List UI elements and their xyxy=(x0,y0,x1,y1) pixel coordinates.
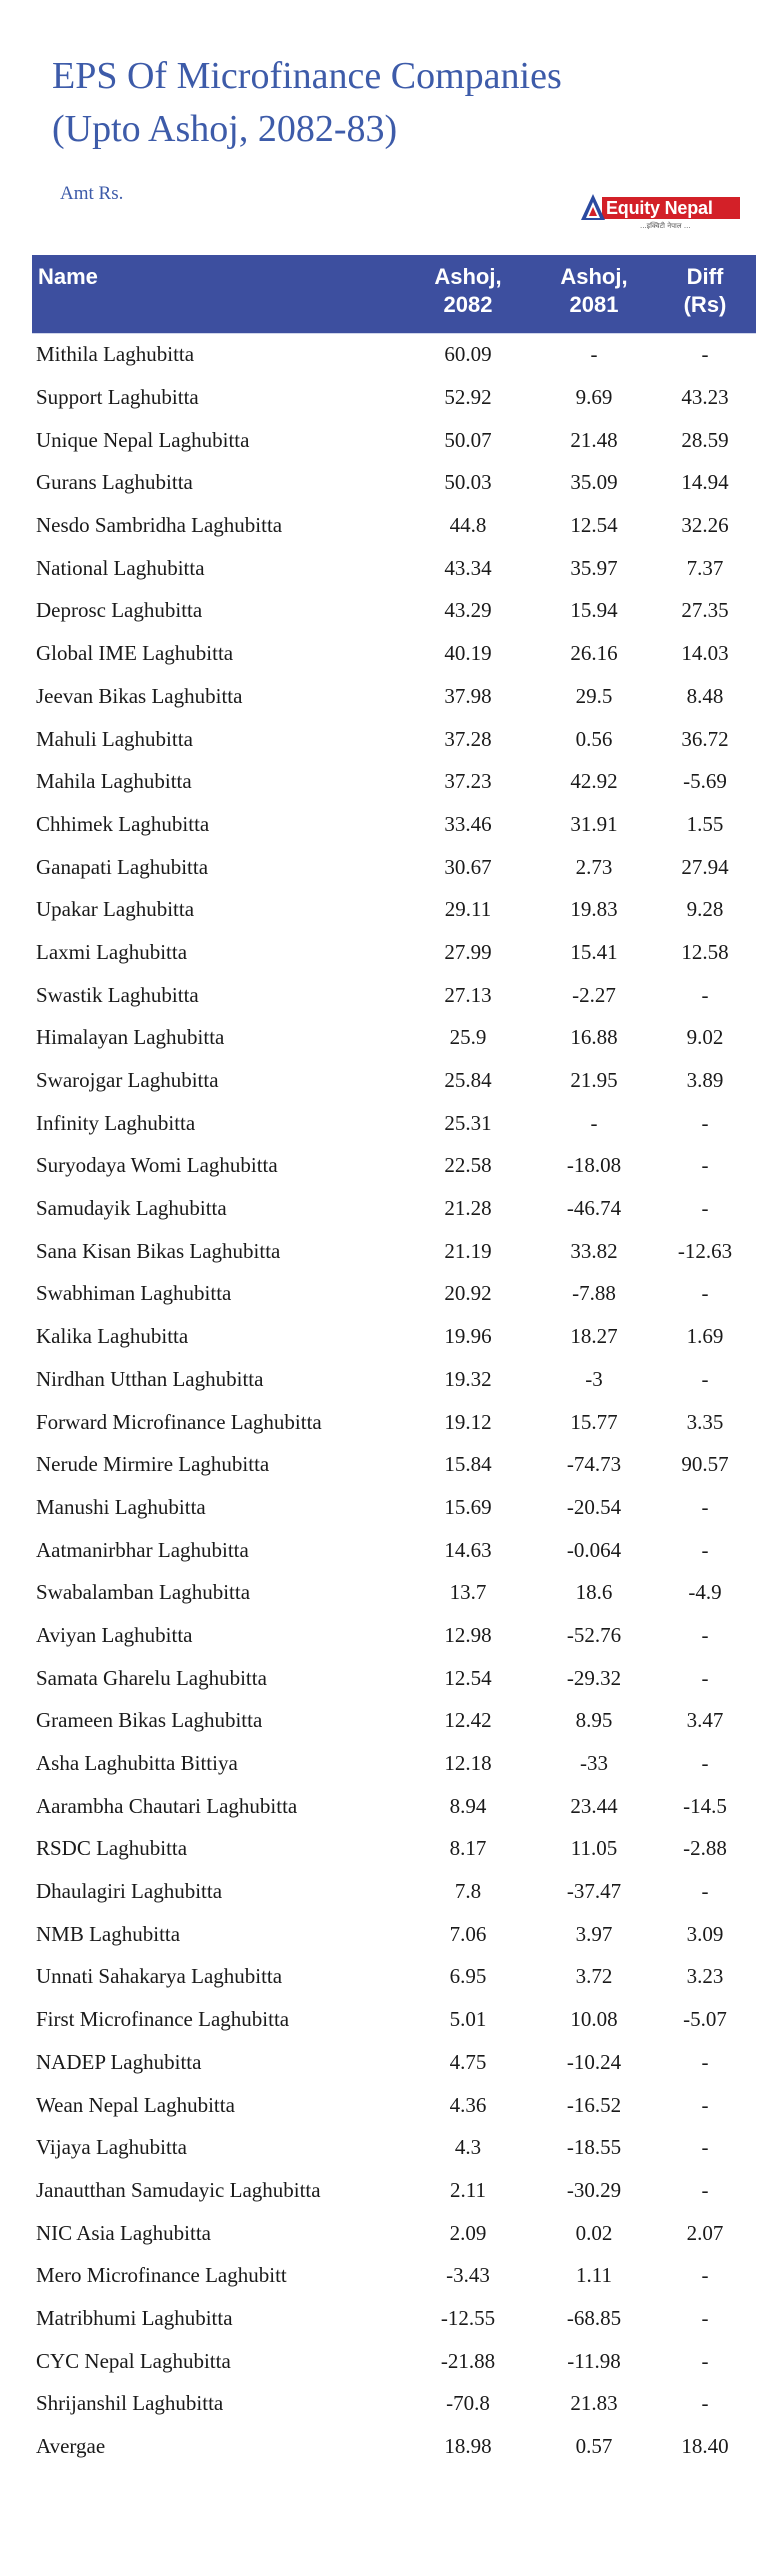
row-ashoj-2081: -2.27 xyxy=(572,982,616,1007)
row-ashoj-2081: 0.57 xyxy=(575,2434,613,2459)
table-row xyxy=(32,2425,756,2468)
row-ashoj-2082: 15.84 xyxy=(444,1452,492,1477)
row-name: Matribhumi Laghubitta xyxy=(36,2305,233,2330)
logo-mark-icon xyxy=(580,193,606,221)
table-row xyxy=(32,1401,756,1444)
row-ashoj-2081: 12.54 xyxy=(570,513,618,538)
table-row xyxy=(32,1614,756,1657)
row-name: Mahila Laghubitta xyxy=(36,769,192,794)
row-ashoj-2081: -7.88 xyxy=(572,1281,616,1306)
table-row xyxy=(32,1700,756,1743)
row-diff: - xyxy=(701,2177,709,2202)
row-name: First Microfinance Laghubitta xyxy=(36,2007,290,2032)
row-ashoj-2081: 0.56 xyxy=(575,726,613,751)
table-row xyxy=(32,632,756,675)
row-ashoj-2082: 30.67 xyxy=(444,854,492,879)
table-row xyxy=(32,803,756,846)
row-diff: - xyxy=(701,1879,709,1904)
table-row xyxy=(32,1486,756,1529)
header-diff-line2: (Rs) xyxy=(683,292,727,317)
row-ashoj-2082: 25.9 xyxy=(449,1025,487,1050)
table-row xyxy=(32,1273,756,1316)
row-name: Samata Gharelu Laghubitta xyxy=(36,1665,267,1690)
row-ashoj-2081: 31.91 xyxy=(570,811,618,836)
row-name: Infinity Laghubitta xyxy=(36,1110,196,1135)
row-ashoj-2081: 23.44 xyxy=(570,1793,618,1818)
row-ashoj-2081: -11.98 xyxy=(567,2348,621,2373)
row-ashoj-2081: 35.97 xyxy=(570,555,618,580)
row-diff: - xyxy=(701,1622,709,1647)
row-diff: - xyxy=(701,2049,709,2074)
row-ashoj-2082: 52.92 xyxy=(444,385,492,410)
row-name: Asha Laghubitta Bittiya xyxy=(36,1751,238,1776)
row-ashoj-2082: 7.8 xyxy=(454,1879,482,1904)
row-diff: 14.94 xyxy=(681,470,729,495)
row-name: Unnati Sahakarya Laghubitta xyxy=(36,1964,283,1989)
row-name: RSDC Laghubitta xyxy=(36,1836,188,1861)
row-diff: 8.48 xyxy=(686,683,724,708)
row-ashoj-2081: 35.09 xyxy=(570,470,618,495)
table-row xyxy=(32,1145,756,1188)
row-ashoj-2081: -33 xyxy=(580,1751,608,1776)
row-diff: - xyxy=(701,1537,709,1562)
row-ashoj-2082: -70.8 xyxy=(446,2391,490,2416)
row-ashoj-2082: 4.36 xyxy=(449,2092,487,2117)
row-diff: - xyxy=(701,342,709,367)
row-diff: 3.35 xyxy=(686,1409,724,1434)
table-row xyxy=(32,376,756,419)
row-diff: 32.26 xyxy=(681,513,729,538)
table-row xyxy=(32,2084,756,2127)
row-name: Dhaulagiri Laghubitta xyxy=(36,1879,223,1904)
row-name: Kalika Laghubitta xyxy=(36,1324,189,1349)
row-diff: - xyxy=(701,1196,709,1221)
row-name: National Laghubitta xyxy=(36,555,205,580)
row-ashoj-2082: 37.23 xyxy=(444,769,492,794)
row-ashoj-2082: 33.46 xyxy=(444,811,492,836)
row-ashoj-2082: 12.42 xyxy=(444,1708,492,1733)
header-ashoj-2081 xyxy=(534,255,654,333)
row-name: Avergae xyxy=(36,2434,106,2459)
row-ashoj-2082: 43.29 xyxy=(444,598,492,623)
row-diff: -12.63 xyxy=(677,1238,733,1263)
row-diff: 18.40 xyxy=(681,2434,729,2459)
logo-tagline: ...इक्विटी नेपाल ... xyxy=(640,222,691,230)
table-row xyxy=(32,2297,756,2340)
row-diff: - xyxy=(701,1494,709,1519)
table-row xyxy=(32,760,756,803)
row-diff: - xyxy=(701,2092,709,2117)
row-name: Wean Nepal Laghubitta xyxy=(36,2092,235,2117)
table-row xyxy=(32,590,756,633)
row-diff: - xyxy=(701,1665,709,1690)
row-diff: 3.09 xyxy=(686,1921,724,1946)
row-ashoj-2081: 9.69 xyxy=(575,385,613,410)
row-ashoj-2081: -68.85 xyxy=(566,2305,622,2330)
row-diff: - xyxy=(701,2263,709,2288)
table-row xyxy=(32,888,756,931)
row-name: Grameen Bikas Laghubitta xyxy=(36,1708,263,1733)
row-ashoj-2082: 8.94 xyxy=(449,1793,487,1818)
table-row xyxy=(32,1571,756,1614)
row-diff: - xyxy=(701,2305,709,2330)
row-diff: 14.03 xyxy=(681,641,729,666)
row-ashoj-2082: 2.11 xyxy=(450,2177,486,2202)
row-ashoj-2081: 15.77 xyxy=(570,1409,618,1434)
row-ashoj-2082: 22.58 xyxy=(444,1153,492,1178)
row-diff: 27.94 xyxy=(681,854,729,879)
row-ashoj-2081: -74.73 xyxy=(566,1452,622,1477)
row-name: Aatmanirbhar Laghubitta xyxy=(36,1537,249,1562)
equity-nepal-logo xyxy=(580,193,740,235)
row-diff: 3.23 xyxy=(686,1964,724,1989)
table-row xyxy=(32,462,756,505)
table-row xyxy=(32,1443,756,1486)
table-row xyxy=(32,675,756,718)
row-ashoj-2082: 12.54 xyxy=(444,1665,492,1690)
row-ashoj-2081: - xyxy=(590,342,598,367)
row-name: Vijaya Laghubitta xyxy=(36,2135,187,2160)
row-ashoj-2081: 11.05 xyxy=(570,1836,618,1861)
row-ashoj-2082: 43.34 xyxy=(444,555,492,580)
row-ashoj-2082: 29.11 xyxy=(444,897,492,922)
table-row xyxy=(32,846,756,889)
row-diff: 1.55 xyxy=(686,811,724,836)
row-name: Laxmi Laghubitta xyxy=(36,939,188,964)
row-diff: -14.5 xyxy=(683,1793,727,1818)
table-row xyxy=(32,1913,756,1956)
row-ashoj-2082: 40.19 xyxy=(444,641,492,666)
row-ashoj-2082: 12.98 xyxy=(444,1622,492,1647)
row-ashoj-2081: 0.02 xyxy=(575,2220,613,2245)
table-row xyxy=(32,1187,756,1230)
row-ashoj-2082: 20.92 xyxy=(444,1281,492,1306)
table-row xyxy=(32,2340,756,2383)
header-diff xyxy=(654,255,756,333)
row-diff: - xyxy=(701,1110,709,1135)
logo-text: Equity Nepal xyxy=(606,198,713,218)
row-name: Upakar Laghubitta xyxy=(36,897,195,922)
row-ashoj-2082: 14.63 xyxy=(444,1537,492,1562)
row-name: Manushi Laghubitta xyxy=(36,1494,206,1519)
table-row xyxy=(32,1657,756,1700)
row-name: Himalayan Laghubitta xyxy=(36,1025,225,1050)
row-ashoj-2082: 21.28 xyxy=(444,1196,492,1221)
table-row xyxy=(32,1785,756,1828)
row-ashoj-2082: 19.96 xyxy=(444,1324,492,1349)
table-row xyxy=(32,718,756,761)
row-ashoj-2081: 18.6 xyxy=(575,1580,613,1605)
table-body xyxy=(32,333,756,2468)
row-ashoj-2081: 29.5 xyxy=(575,683,613,708)
row-ashoj-2081: -18.08 xyxy=(566,1153,622,1178)
row-ashoj-2081: -18.55 xyxy=(566,2135,622,2160)
row-name: Support Laghubitta xyxy=(36,385,199,410)
unit-label: Amt Rs. xyxy=(60,183,124,204)
row-ashoj-2082: 5.01 xyxy=(449,2007,487,2032)
table-row xyxy=(32,1870,756,1913)
row-ashoj-2081: -30.29 xyxy=(566,2177,622,2202)
row-name: Unique Nepal Laghubitta xyxy=(36,427,250,452)
row-diff: 1.69 xyxy=(686,1324,724,1349)
row-ashoj-2081: 21.95 xyxy=(570,1068,618,1093)
page-title xyxy=(52,50,562,156)
row-ashoj-2081: 1.11 xyxy=(576,2263,612,2288)
row-name: Swarojgar Laghubitta xyxy=(36,1068,219,1093)
table-row xyxy=(32,1315,756,1358)
row-ashoj-2081: -52.76 xyxy=(566,1622,622,1647)
row-ashoj-2082: -3.43 xyxy=(446,2263,490,2288)
eps-table xyxy=(32,255,756,2468)
table-row xyxy=(32,419,756,462)
row-ashoj-2081: -0.064 xyxy=(566,1537,622,1562)
table-row xyxy=(32,2041,756,2084)
row-name: Aviyan Laghubitta xyxy=(36,1622,193,1647)
row-name: Swastik Laghubitta xyxy=(36,982,199,1007)
header-ashoj-2081-line1: Ashoj, xyxy=(560,264,628,289)
header-name xyxy=(32,255,402,333)
row-ashoj-2081: 3.72 xyxy=(575,1964,613,1989)
row-name: Chhimek Laghubitta xyxy=(36,811,210,836)
table-row xyxy=(32,1998,756,2041)
table-row xyxy=(32,2169,756,2212)
row-ashoj-2081: 16.88 xyxy=(570,1025,618,1050)
row-ashoj-2081: 3.97 xyxy=(575,1921,613,1946)
row-ashoj-2081: 21.83 xyxy=(570,2391,618,2416)
table-row xyxy=(32,504,756,547)
row-name: Nesdo Sambridha Laghubitta xyxy=(36,513,283,538)
row-name: Janautthan Samudayic Laghubitta xyxy=(36,2177,321,2202)
row-ashoj-2082: 19.12 xyxy=(444,1409,492,1434)
header-ashoj-2081-line2: 2081 xyxy=(569,292,619,317)
header-diff-line1: Diff xyxy=(686,264,724,289)
row-diff: 12.58 xyxy=(681,939,729,964)
row-ashoj-2081: -16.52 xyxy=(566,2092,622,2117)
table-row xyxy=(32,1102,756,1145)
row-name: Shrijanshil Laghubitta xyxy=(36,2391,224,2416)
row-name: Nirdhan Utthan Laghubitta xyxy=(36,1366,264,1391)
row-ashoj-2082: 13.7 xyxy=(449,1580,487,1605)
row-diff: 36.72 xyxy=(681,726,729,751)
row-ashoj-2082: 25.84 xyxy=(444,1068,492,1093)
table-row xyxy=(32,974,756,1017)
row-name: Swabalamban Laghubitta xyxy=(36,1580,251,1605)
row-ashoj-2082: 44.8 xyxy=(449,513,487,538)
table-row xyxy=(32,2383,756,2426)
row-ashoj-2082: 37.28 xyxy=(444,726,492,751)
row-name: NADEP Laghubitta xyxy=(36,2049,202,2074)
row-ashoj-2081: -10.24 xyxy=(566,2049,622,2074)
row-ashoj-2081: -29.32 xyxy=(566,1665,622,1690)
row-diff: - xyxy=(701,1366,709,1391)
table-row xyxy=(32,1017,756,1060)
row-ashoj-2081: -37.47 xyxy=(566,1879,622,1904)
row-ashoj-2081: 21.48 xyxy=(570,427,618,452)
row-ashoj-2081: 33.82 xyxy=(570,1238,618,1263)
table-header-row xyxy=(32,255,756,333)
row-ashoj-2082: 21.19 xyxy=(444,1238,492,1263)
row-diff: 27.35 xyxy=(681,598,729,623)
row-ashoj-2082: -21.88 xyxy=(440,2348,496,2373)
row-ashoj-2082: 27.13 xyxy=(444,982,492,1007)
row-name: Nerude Mirmire Laghubitta xyxy=(36,1452,270,1477)
row-diff: 90.57 xyxy=(681,1452,729,1477)
row-name: Jeevan Bikas Laghubitta xyxy=(36,683,243,708)
row-name: Sana Kisan Bikas Laghubitta xyxy=(36,1238,281,1263)
row-name: CYC Nepal Laghubitta xyxy=(36,2348,231,2373)
row-diff: -5.69 xyxy=(683,769,727,794)
table-row xyxy=(32,1230,756,1273)
row-name: Suryodaya Womi Laghubitta xyxy=(36,1153,278,1178)
row-ashoj-2081: 15.41 xyxy=(570,939,618,964)
row-ashoj-2082: 50.03 xyxy=(444,470,492,495)
row-diff: -5.07 xyxy=(683,2007,727,2032)
row-ashoj-2082: 25.31 xyxy=(444,1110,492,1135)
row-diff: 3.89 xyxy=(686,1068,724,1093)
row-name: Ganapati Laghubitta xyxy=(36,854,209,879)
row-ashoj-2081: 19.83 xyxy=(570,897,618,922)
row-ashoj-2082: 7.06 xyxy=(449,1921,487,1946)
header-name-label: Name xyxy=(38,264,98,289)
table-row xyxy=(32,1956,756,1999)
row-diff: - xyxy=(701,2348,709,2373)
row-name: Swabhiman Laghubitta xyxy=(36,1281,232,1306)
row-name: Mahuli Laghubitta xyxy=(36,726,193,751)
table-row xyxy=(32,931,756,974)
row-diff: -2.88 xyxy=(683,1836,727,1861)
row-ashoj-2082: 19.32 xyxy=(444,1366,492,1391)
row-name: Deprosc Laghubitta xyxy=(36,598,203,623)
row-ashoj-2081: 15.94 xyxy=(570,598,618,623)
row-name: Forward Microfinance Laghubitta xyxy=(36,1409,322,1434)
row-name: Global IME Laghubitta xyxy=(36,641,234,666)
row-ashoj-2082: 37.98 xyxy=(444,683,492,708)
row-ashoj-2082: 8.17 xyxy=(449,1836,487,1861)
row-ashoj-2082: 27.99 xyxy=(444,939,492,964)
row-diff: - xyxy=(701,2391,709,2416)
row-diff: - xyxy=(701,2135,709,2160)
row-ashoj-2082: -12.55 xyxy=(440,2305,496,2330)
row-name: NMB Laghubitta xyxy=(36,1921,181,1946)
row-name: Aarambha Chautari Laghubitta xyxy=(36,1793,298,1818)
row-ashoj-2081: -3 xyxy=(585,1366,603,1391)
header-ashoj-2082-line2: 2082 xyxy=(443,292,493,317)
table-row xyxy=(32,1742,756,1785)
row-diff: 9.28 xyxy=(686,897,724,922)
table-row xyxy=(32,1059,756,1102)
table-row xyxy=(32,547,756,590)
row-ashoj-2082: 12.18 xyxy=(444,1751,492,1776)
table-row xyxy=(32,1358,756,1401)
row-ashoj-2082: 6.95 xyxy=(449,1964,487,1989)
row-ashoj-2082: 4.75 xyxy=(449,2049,487,2074)
row-ashoj-2082: 4.3 xyxy=(454,2135,482,2160)
row-ashoj-2081: 10.08 xyxy=(570,2007,618,2032)
row-ashoj-2081: - xyxy=(590,1110,598,1135)
row-ashoj-2082: 60.09 xyxy=(444,342,492,367)
table-row xyxy=(32,2212,756,2255)
row-ashoj-2081: 8.95 xyxy=(575,1708,613,1733)
row-ashoj-2081: 26.16 xyxy=(570,641,618,666)
row-name: Gurans Laghubitta xyxy=(36,470,193,495)
row-ashoj-2081: -46.74 xyxy=(566,1196,622,1221)
row-diff: 43.23 xyxy=(681,385,729,410)
header-ashoj-2082 xyxy=(402,255,534,333)
row-diff: - xyxy=(701,982,709,1007)
page-title-line1: EPS Of Microfinance Companies xyxy=(52,55,562,97)
row-diff: 3.47 xyxy=(686,1708,724,1733)
table-row xyxy=(32,1828,756,1871)
row-ashoj-2081: -20.54 xyxy=(566,1494,622,1519)
table-row xyxy=(32,1529,756,1572)
row-diff: 28.59 xyxy=(681,427,729,452)
row-ashoj-2082: 15.69 xyxy=(444,1494,492,1519)
table-row xyxy=(32,333,756,376)
row-diff: 9.02 xyxy=(686,1025,724,1050)
row-diff: - xyxy=(701,1153,709,1178)
row-ashoj-2081: 42.92 xyxy=(570,769,618,794)
row-name: Mithila Laghubitta xyxy=(36,342,195,367)
row-name: Mero Microfinance Laghubitt xyxy=(36,2263,287,2288)
row-diff: 7.37 xyxy=(686,555,724,580)
row-name: Samudayik Laghubitta xyxy=(36,1196,227,1221)
row-ashoj-2081: 18.27 xyxy=(570,1324,618,1349)
header-ashoj-2082-line1: Ashoj, xyxy=(434,264,502,289)
row-name: NIC Asia Laghubitta xyxy=(36,2220,211,2245)
table-row xyxy=(32,2254,756,2297)
row-ashoj-2082: 2.09 xyxy=(449,2220,487,2245)
page-title-line2: (Upto Ashoj, 2082-83) xyxy=(52,108,398,150)
row-diff: - xyxy=(701,1751,709,1776)
row-diff: -4.9 xyxy=(688,1580,722,1605)
row-ashoj-2081: 2.73 xyxy=(575,854,613,879)
row-diff: 2.07 xyxy=(686,2220,724,2245)
row-diff: - xyxy=(701,1281,709,1306)
row-ashoj-2082: 50.07 xyxy=(444,427,492,452)
table-row xyxy=(32,2126,756,2169)
row-ashoj-2082: 18.98 xyxy=(444,2434,492,2459)
